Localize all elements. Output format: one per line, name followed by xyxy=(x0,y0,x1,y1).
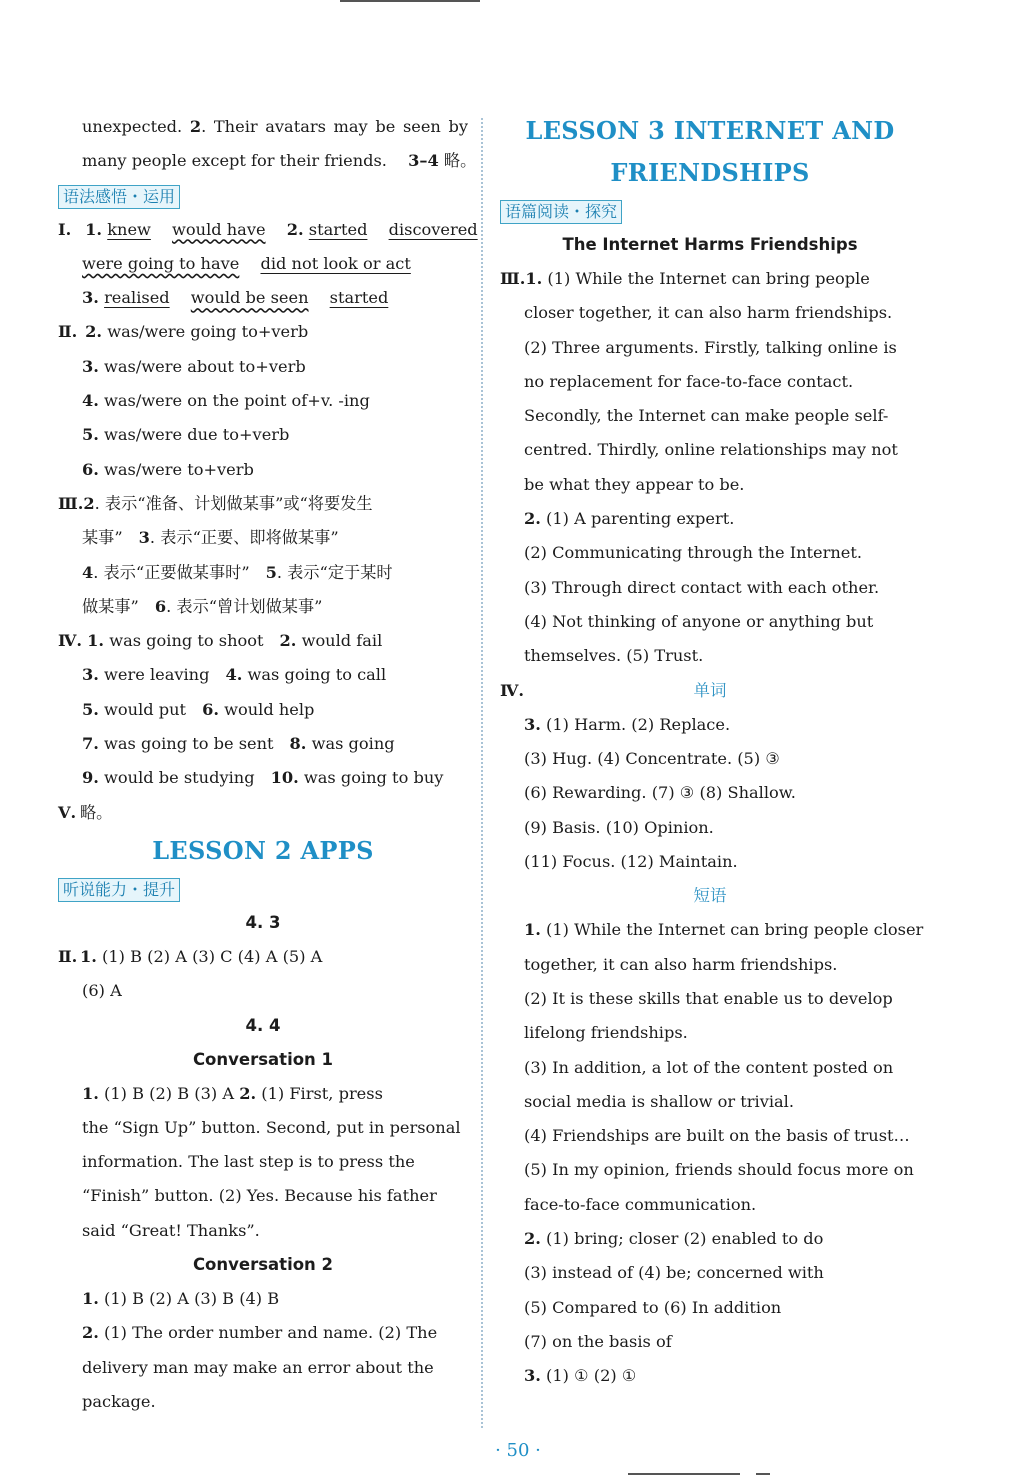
roman-numeral: Ⅳ. xyxy=(58,631,83,651)
phrases-line-2: together, it can also harm friendships. xyxy=(524,954,838,974)
reading-III-line-1 xyxy=(500,262,920,296)
text: . 表示“准备、计划做某事”或“将要发生 xyxy=(94,493,373,513)
roman-numeral: Ⅲ. xyxy=(500,269,526,288)
text: was/were due to+verb xyxy=(98,425,290,445)
item-number: 2. xyxy=(524,1229,541,1249)
item-number: 4. xyxy=(225,665,243,685)
item-number: 10. xyxy=(270,768,299,788)
words-line-3: (6) Rewarding. (7) ③ (8) Shallow. xyxy=(524,783,796,803)
grammar-I-line-3 xyxy=(58,281,468,315)
text: (1) ① (2) ① xyxy=(540,1366,637,1386)
conv2-line-2 xyxy=(58,1316,468,1350)
words-line-2: (3) Hug. (4) Concentrate. (5) ③ xyxy=(524,749,780,769)
roman-numeral: Ⅳ. xyxy=(500,680,525,700)
text: 略。 xyxy=(443,151,477,171)
text: was/were on the point of+v. -ing xyxy=(98,391,370,411)
column-divider xyxy=(481,118,483,1428)
roman-numeral: Ⅲ. xyxy=(58,493,84,513)
phrases-line-4: lifelong friendships. xyxy=(524,1023,688,1043)
section-tag-reading xyxy=(500,194,920,228)
item-number: 2 xyxy=(189,117,202,136)
grammar-IV-line-4 xyxy=(58,727,468,761)
phrases-line-7: (4) Friendships are built on the basis of trust… xyxy=(524,1126,910,1146)
tag-label: 听说能力・提升 xyxy=(58,878,180,902)
conv1-line-1 xyxy=(58,1077,468,1111)
phrases-line-8: (5) In my opinion, friends should focus more on xyxy=(524,1160,914,1180)
reading-III-line-4: no replacement for face-to-face contact. xyxy=(524,371,854,391)
item-number: 2 xyxy=(83,493,95,513)
text: would fail xyxy=(296,631,383,651)
top-rule xyxy=(340,0,480,2)
reading-III-line-7: be what they appear to be. xyxy=(524,474,745,494)
phrases-subheading: 短语 xyxy=(693,886,727,906)
page-number: · 50 · xyxy=(495,1440,541,1461)
grammar-II-line-5 xyxy=(58,453,468,487)
text: (1) B (2) B (3) A xyxy=(98,1083,240,1103)
underlined-answer: started xyxy=(329,288,389,308)
subheading-4-4: 4. 4 xyxy=(245,1015,281,1035)
item-number: 2. xyxy=(85,322,103,342)
reading-III-line-9: (2) Communicating through the Internet. xyxy=(524,543,862,563)
text: . 表示“曾计划做某事” xyxy=(166,596,323,616)
phrases-line-6: social media is shallow or trivial. xyxy=(524,1091,794,1111)
text: 略。 xyxy=(80,802,113,822)
reading-III-line-12: themselves. (5) Trust. xyxy=(524,646,704,666)
roman-numeral: Ⅴ. xyxy=(58,802,77,822)
text: (1) A parenting expert. xyxy=(540,509,735,529)
item-number: 6. xyxy=(82,459,99,479)
text: (1) The order number and name. (2) The xyxy=(98,1323,438,1343)
continuation-line-1 xyxy=(58,110,468,144)
words-line-5: (11) Focus. (12) Maintain. xyxy=(524,852,738,872)
text: was going to buy xyxy=(298,768,444,788)
conv2-line-3: delivery man may make an error about the xyxy=(82,1357,434,1377)
grammar-III-line-1 xyxy=(58,487,468,521)
item-number: 1. xyxy=(82,1083,99,1103)
phrases-line-1 xyxy=(500,913,924,947)
right-column xyxy=(500,110,924,1394)
reading-III-line-5: Secondly, the Internet can make people self- xyxy=(524,406,889,426)
text: (1) Harm. (2) Replace. xyxy=(540,714,731,734)
text: would put xyxy=(98,699,187,719)
grammar-IV-line-2 xyxy=(58,658,468,692)
underlined-answer: did not look or act xyxy=(260,253,411,273)
text: 做某事” xyxy=(82,596,139,616)
item-number: 1. xyxy=(525,269,543,288)
item-number: 3. xyxy=(82,665,99,685)
phrases-q3-line-1 xyxy=(500,1359,920,1393)
text: would help xyxy=(218,699,315,719)
item-number: 3–4 xyxy=(408,151,439,171)
text: was going xyxy=(306,734,395,754)
item-number: 4 xyxy=(82,562,94,582)
item-number: 1. xyxy=(87,631,105,651)
text: was going to shoot xyxy=(104,631,264,651)
text: (1) B (2) A (3) B (4) B xyxy=(98,1289,280,1309)
item-number: 3. xyxy=(524,1366,541,1386)
text: . 表示“定于某时 xyxy=(276,562,393,582)
text: was going to be sent xyxy=(98,734,274,754)
item-number: 3. xyxy=(524,714,541,734)
listening-II-line-1 xyxy=(58,940,468,974)
phrases-q2-line-1 xyxy=(500,1222,920,1256)
grammar-III-line-2 xyxy=(58,521,468,555)
grammar-III-line-4 xyxy=(58,590,468,624)
item-number: 2. xyxy=(524,509,541,529)
phrases-q2-line-2: (3) instead of (4) be; concerned with xyxy=(524,1263,824,1283)
grammar-II-line-1 xyxy=(58,315,468,349)
reading-III-line-2: closer together, it can also harm friendships. xyxy=(524,303,893,323)
text: was/were to+verb xyxy=(98,459,254,479)
grammar-IV-line-1 xyxy=(58,624,468,658)
item-number: 1. xyxy=(82,1289,99,1309)
phrases-q2-line-3: (5) Compared to (6) In addition xyxy=(524,1297,782,1317)
reading-III-line-11: (4) Not thinking of anyone or anything but xyxy=(524,611,874,631)
reading-III-line-3: (2) Three arguments. Firstly, talking online is xyxy=(524,337,897,357)
text: would be studying xyxy=(98,768,255,788)
item-number: 1. xyxy=(524,920,541,940)
grammar-IV-line-3 xyxy=(58,693,468,727)
item-number: 2. xyxy=(286,219,304,239)
text: was going to call xyxy=(242,665,387,685)
listening-II-line-2 xyxy=(58,974,468,1008)
grammar-V-line xyxy=(58,796,468,830)
text: was/were going to+verb xyxy=(102,322,309,342)
item-number: 8. xyxy=(289,734,307,754)
item-number: 2. xyxy=(279,631,297,651)
phrases-q2-line-4: (7) on the basis of xyxy=(524,1331,672,1351)
conversation-1-heading: Conversation 1 xyxy=(192,1049,334,1069)
underlined-answer: discovered xyxy=(388,219,478,239)
text: unexpected. xyxy=(82,117,183,136)
grammar-II-line-4 xyxy=(58,418,468,452)
words-line-1 xyxy=(500,708,920,742)
item-number: 5 xyxy=(265,562,277,582)
subheading-4-3: 4. 3 xyxy=(245,912,281,932)
item-number: 7. xyxy=(82,734,99,754)
item-number: 1. xyxy=(85,219,103,239)
wavy-answer: would have xyxy=(172,219,266,239)
section-tag-grammar xyxy=(58,179,468,213)
text: were leaving xyxy=(98,665,210,685)
words-line-4: (9) Basis. (10) Opinion. xyxy=(524,817,714,837)
item-number: 2. xyxy=(239,1083,257,1103)
underlined-answer: realised xyxy=(104,288,170,308)
text: (1) While the Internet can bring people closer xyxy=(540,920,924,940)
conv1-line-4: “Finish” button. (2) Yes. Because his father xyxy=(82,1186,437,1206)
text: (1) bring; closer (2) enabled to do xyxy=(540,1229,824,1249)
left-column xyxy=(58,110,478,1419)
item-number: 9. xyxy=(82,768,99,788)
item-number: 3. xyxy=(82,356,99,376)
conversation-2-heading: Conversation 2 xyxy=(192,1255,334,1275)
lesson-3-title-line-2: FRIENDSHIPS xyxy=(610,158,810,187)
lesson-3-title-line-1: LESSON 3 INTERNET AND xyxy=(525,116,895,145)
text: (1) B (2) A (3) C (4) A (5) A xyxy=(96,946,323,966)
grammar-II-line-3 xyxy=(58,384,468,418)
wavy-answer: were going to have xyxy=(82,253,240,273)
underlined-answer: started xyxy=(308,219,368,239)
grammar-II-line-2 xyxy=(58,350,468,384)
conv2-line-1 xyxy=(58,1282,468,1316)
roman-numeral: Ⅰ. xyxy=(58,219,72,239)
item-number: 1. xyxy=(80,946,97,966)
wavy-answer: would be seen xyxy=(190,288,309,308)
item-number: 2. xyxy=(82,1323,99,1343)
reading-III-line-10: (3) Through direct contact with each other. xyxy=(524,577,880,597)
item-number: 5. xyxy=(82,699,99,719)
tag-label: 语法感悟・运用 xyxy=(58,185,180,209)
item-number: 3 xyxy=(138,528,150,548)
text: was/were about to+verb xyxy=(98,356,306,376)
tag-label: 语篇阅读・探究 xyxy=(500,200,622,224)
bottom-rule xyxy=(628,1473,740,1475)
roman-numeral: Ⅱ. xyxy=(58,322,78,342)
item-number: 6. xyxy=(202,699,219,719)
text: 某事” xyxy=(82,528,123,548)
underlined-answer: knew xyxy=(107,219,151,239)
text: . Their avatars may be seen by xyxy=(201,117,468,136)
article-title: The Internet Harms Friendships xyxy=(562,235,858,254)
reading-III-line-6: centred. Thirdly, online relationships may not xyxy=(524,440,898,460)
text: (1) While the Internet can bring people xyxy=(542,269,870,288)
text: . 表示“正要做某事时” xyxy=(93,562,250,582)
text: (6) A xyxy=(82,981,122,1001)
grammar-III-line-3 xyxy=(58,556,468,590)
bottom-rule-short xyxy=(756,1473,770,1475)
words-subheading: 单词 xyxy=(693,680,727,700)
text: . 表示“正要、即将做某事” xyxy=(149,528,339,548)
text: (1) First, press xyxy=(256,1083,383,1103)
grammar-I-line-1 xyxy=(58,213,478,247)
conv2-line-4: package. xyxy=(82,1391,156,1411)
phrases-line-5: (3) In addition, a lot of the content posted on xyxy=(524,1057,894,1077)
item-number: 4. xyxy=(82,391,99,411)
lesson-2-title: LESSON 2 APPS xyxy=(152,835,374,865)
conv1-line-2: the “Sign Up” button. Second, put in personal xyxy=(82,1117,461,1137)
reading-III-line-8 xyxy=(500,502,920,536)
item-number: 3. xyxy=(82,288,99,308)
item-number: 6 xyxy=(154,596,167,616)
grammar-IV-line-5 xyxy=(58,761,468,795)
conv1-line-3: information. The last step is to press the xyxy=(82,1152,415,1172)
conv1-line-5: said “Great! Thanks”. xyxy=(82,1220,260,1240)
item-number: 5. xyxy=(82,425,99,445)
roman-numeral: Ⅱ. xyxy=(58,946,78,966)
phrases-line-9: face-to-face communication. xyxy=(524,1194,757,1214)
grammar-I-line-2 xyxy=(58,247,468,281)
continuation-line-2 xyxy=(58,144,477,178)
text: many people except for their friends. xyxy=(82,151,387,171)
section-tag-listening xyxy=(58,872,468,906)
phrases-line-3: (2) It is these skills that enable us to develop xyxy=(524,988,893,1008)
